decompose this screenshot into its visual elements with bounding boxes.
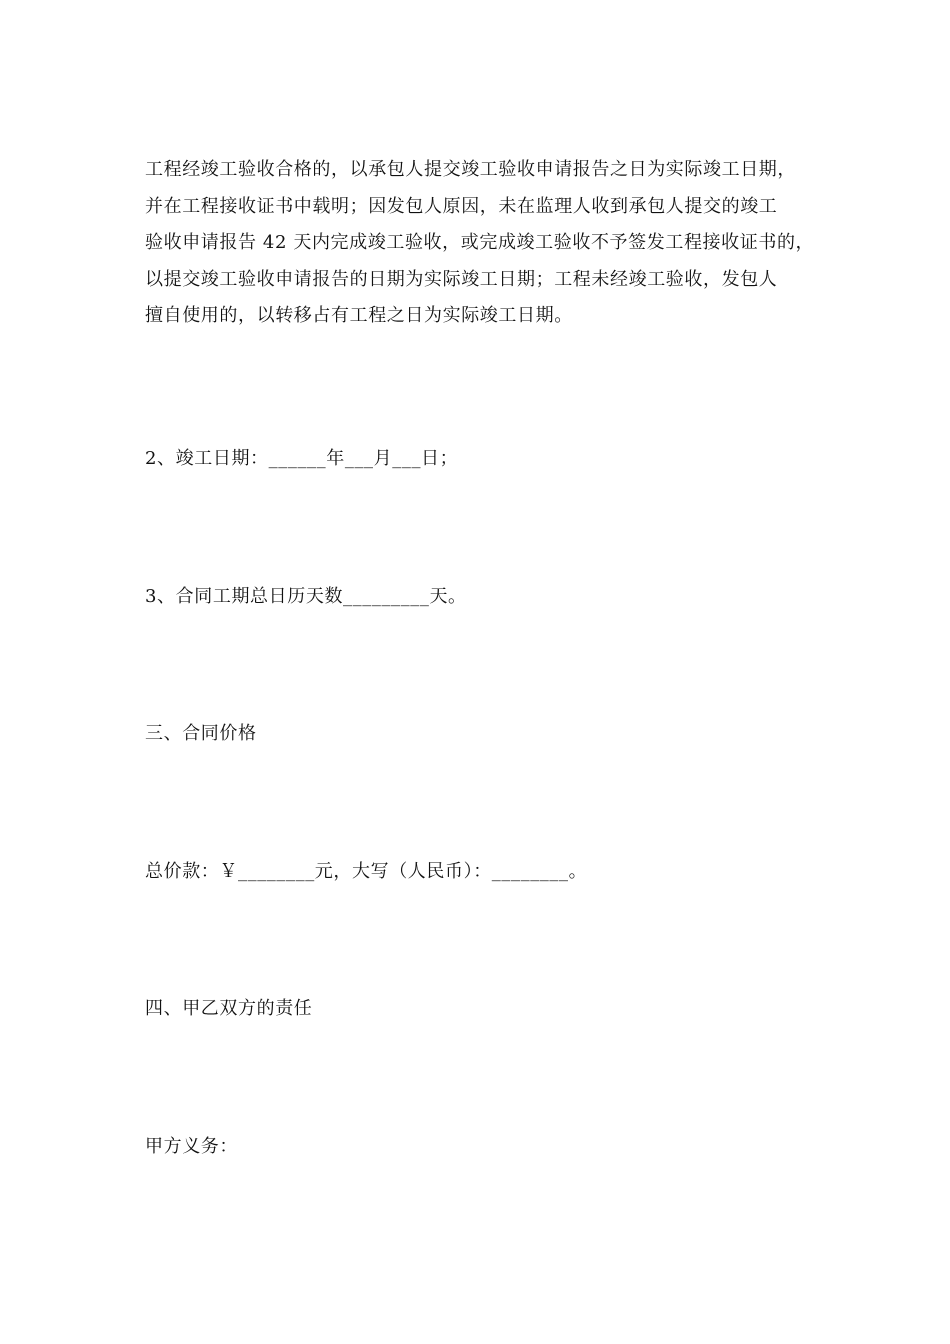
party-a-duties-label: 甲方义务： — [145, 1136, 238, 1157]
responsibilities-heading: 四、甲乙双方的责任 — [145, 998, 313, 1019]
paragraph-line: 以提交竣工验收申请报告的日期为实际竣工日期；工程未经竣工验收，发包人 — [145, 268, 778, 290]
contract-price-heading: 三、合同价格 — [145, 723, 257, 744]
completion-date-item: 2、竣工日期：______年___月___日； — [145, 448, 459, 469]
paragraph-line: 擅自使用的，以转移占有工程之日为实际竣工日期。 — [145, 305, 573, 326]
paragraph-line: 工程经竣工验收合格的，以承包人提交竣工验收申请报告之日为实际竣工日期， — [145, 159, 796, 180]
contract-duration-item: 3、合同工期总日历天数_________天。 — [145, 586, 467, 607]
paragraph-line: 并在工程接收证书中载明；因发包人原因，未在监理人收到承包人提交的竣工 — [145, 195, 778, 217]
total-price-line: 总价款：￥________元，大写（人民币）：________。 — [145, 861, 588, 882]
paragraph-line: 验收申请报告 42 天内完成竣工验收，或完成竣工验收不予签发工程接收证书的， — [145, 232, 815, 253]
completion-date-paragraph — [145, 152, 825, 335]
